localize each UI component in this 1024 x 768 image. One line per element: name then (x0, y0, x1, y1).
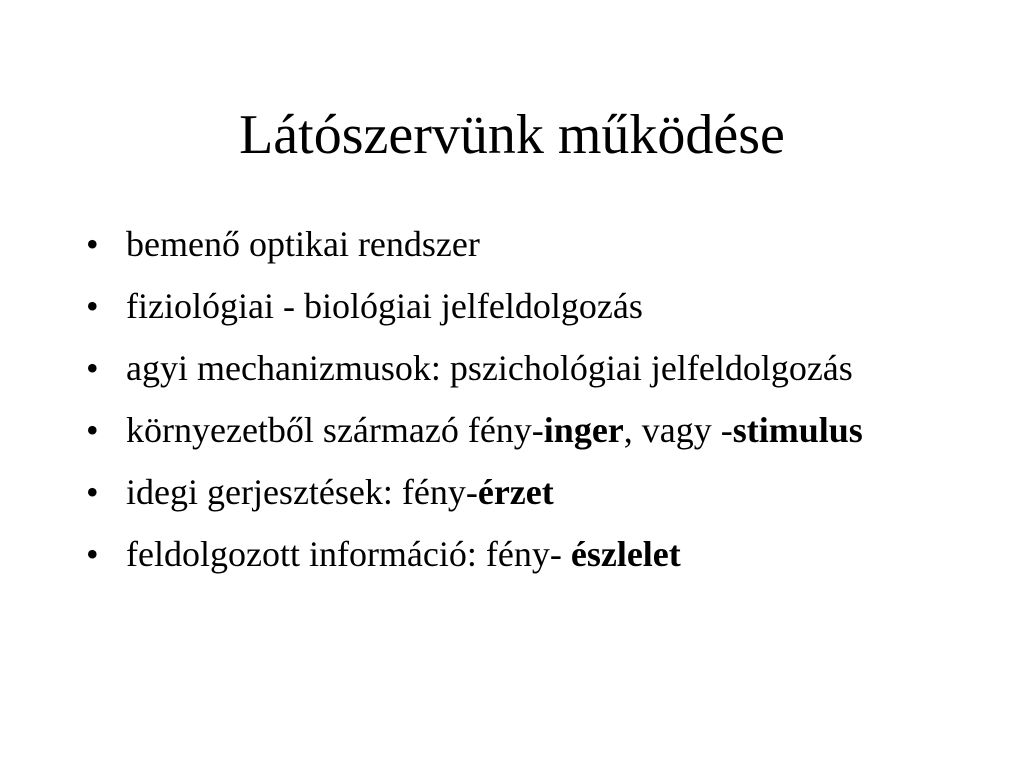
bullet-text-bold: érzet (477, 472, 554, 512)
list-item (86, 224, 966, 265)
bullet-text-plain: , vagy - (623, 410, 733, 450)
list-item (86, 286, 966, 327)
slide-title: Látószervünk működése (239, 104, 785, 166)
bullet-text-bold: stimulus (732, 410, 863, 450)
bullet-icon: • (86, 286, 99, 326)
list-item (86, 472, 966, 513)
bullet-icon: • (86, 224, 99, 264)
bullet-text-plain: környezetből származó fény- (126, 410, 544, 450)
bullet-text: fiziológiai - biológiai jelfeldolgozás (126, 286, 643, 326)
bullet-text-plain: feldolgozott információ: fény- (126, 534, 571, 574)
bullet-text (126, 534, 681, 574)
bullet-icon: • (86, 410, 99, 450)
bullet-icon: • (86, 348, 99, 388)
bullet-text (126, 410, 863, 450)
list-item (86, 348, 966, 389)
bullet-text-bold: észlelet (570, 534, 681, 574)
bullet-text-plain: idegi gerjesztések: fény- (126, 472, 478, 512)
list-item (86, 534, 966, 575)
bullet-text-bold: inger (543, 410, 624, 450)
bullet-icon: • (86, 534, 99, 574)
bullet-text: agyi mechanizmusok: pszichológiai jelfeldolgozás (126, 348, 853, 388)
bullet-list (86, 224, 966, 596)
bullet-text (126, 472, 554, 512)
bullet-icon: • (86, 472, 99, 512)
list-item (86, 410, 966, 451)
bullet-text: bemenő optikai rendszer (126, 224, 480, 264)
